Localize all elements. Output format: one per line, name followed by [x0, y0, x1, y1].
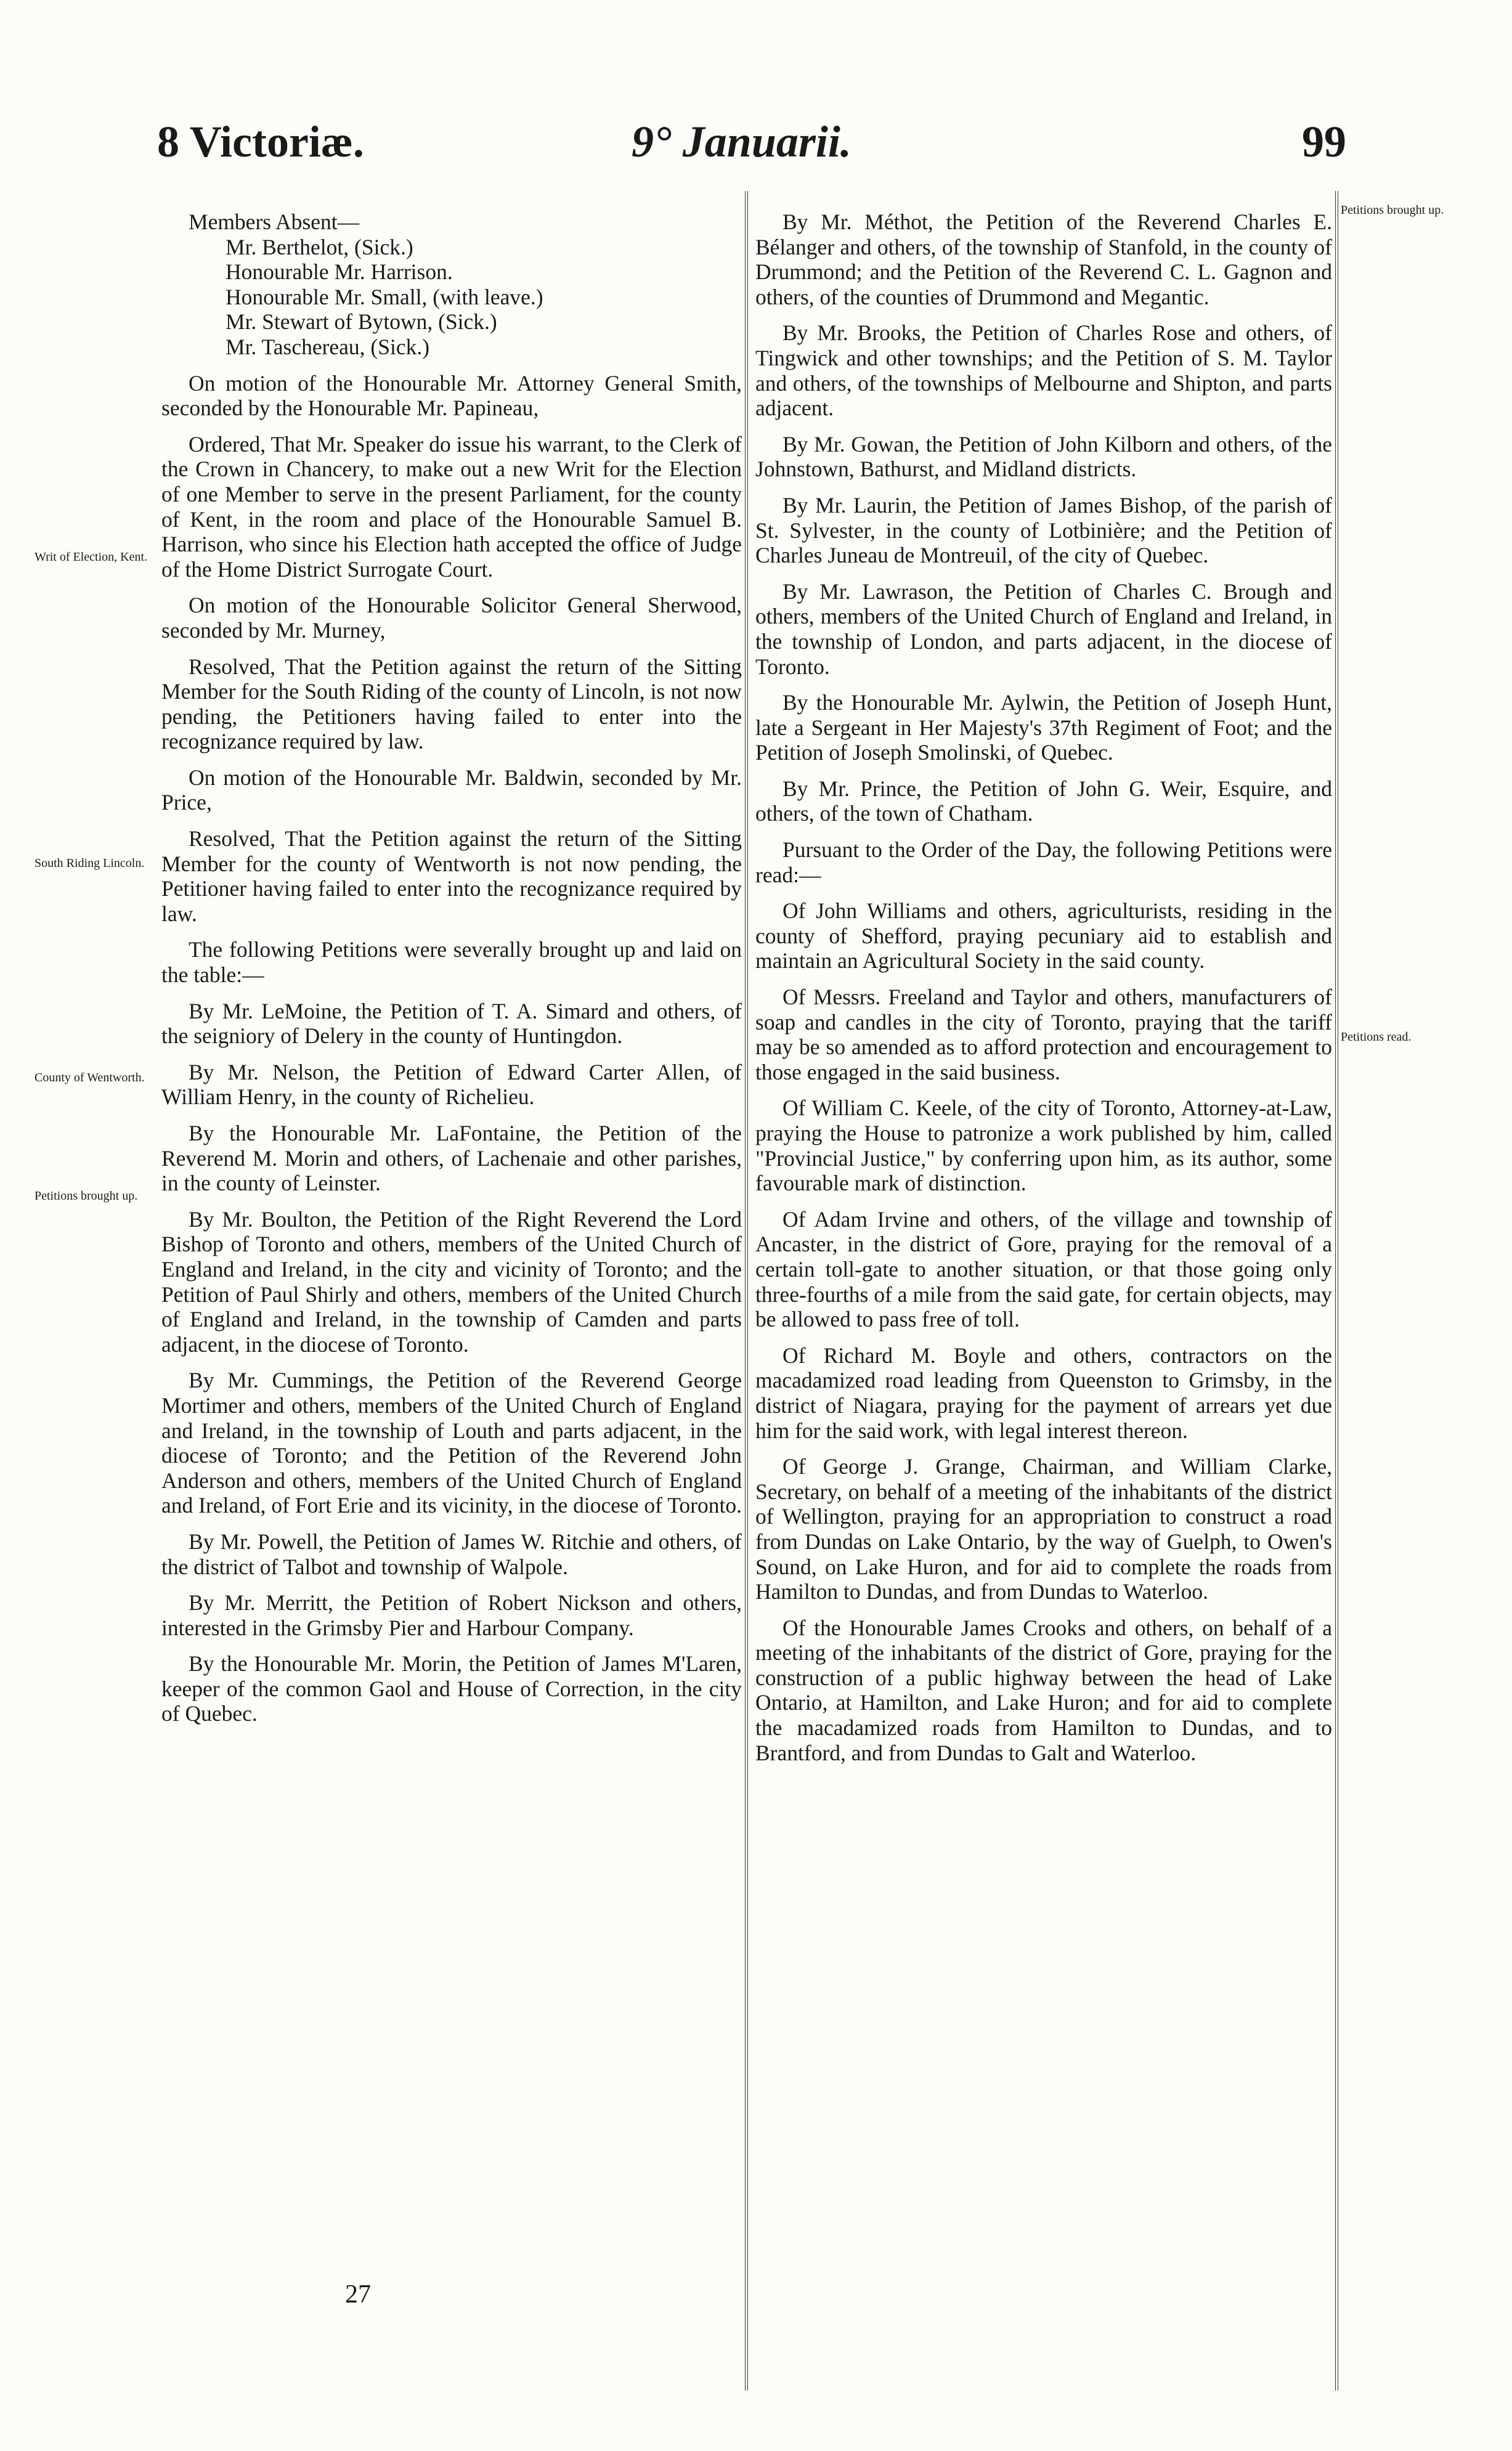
petition-entry: By Mr. Prince, the Petition of John G. Weir, Esquire, and others, of the town of Chatham.	[755, 776, 1332, 826]
petition-entry: By Mr. Cummings, the Petition of the Reverend George Mortimer and others, members of the United Church of England and Ireland, in the township of Louth and parts adjacent, in the diocese of Toronto; and the Petition of the Reverend John Anderson and others, members of the United Church of England and Ireland, of Fort Erie and its vicinity, in the diocese of Toronto.	[161, 1368, 742, 1518]
petition-entry: By Mr. Boulton, the Petition of the Right Reverend the Lord Bishop of Toronto and others, members of the United Church of England and Ireland, in the city and vicinity of Toronto; and the Petition of Paul Shirly and others, members of the United Church of England and Ireland, in the township of Camden and parts adjacent, in the diocese of Toronto.	[161, 1206, 742, 1357]
page-number: 99	[1302, 117, 1346, 166]
petition-read-entry: Of Messrs. Freeland and Taylor and others, manufacturers of soap and candles in the city of Toronto, praying that the tariff may be so amended as to afford protection and encouragement to those engaged in the said business.	[755, 985, 1332, 1084]
header-date: 9° Januarii.	[632, 117, 852, 166]
petition-entry: By Mr. LeMoine, the Petition of T. A. Simard and others, of the seigniory of Delery in the county of Huntingdon.	[161, 998, 742, 1049]
petition-entry: By the Honourable Mr. Aylwin, the Petition of Joseph Hunt, late a Sergeant in Her Majesty's 37th Regiment of Foot; and the Petition of Joseph Smolinski, of Quebec.	[755, 690, 1332, 765]
absent-member: Mr. Berthelot, (Sick.)	[226, 234, 413, 259]
motion-paragraph: On motion of the Honourable Mr. Baldwin, seconded by Mr. Price,	[161, 765, 742, 815]
header-regnal-year: 8 Victoriæ.	[157, 117, 364, 166]
left-column	[161, 209, 742, 1738]
margin-note-petitions-brought-up: Petitions brought up.	[35, 1189, 138, 1203]
petition-read-entry: Of Adam Irvine and others, of the village and township of Ancaster, in the district of Gore, praying for the removal of a certain toll-gate to another situation, or that those going only three-fourths of a mile from the said gate, for certain objects, may be allowed to pass free of toll.	[755, 1206, 1332, 1332]
margin-note-writ: Writ of Election, Kent.	[35, 550, 148, 564]
petition-entry: By Mr. Lawrason, the Petition of Charles C. Brough and others, members of the United Church of England and Ireland, in the township of London, and parts adjacent, in the diocese of Toronto.	[755, 579, 1332, 679]
signature-mark: 27	[345, 2280, 371, 2309]
order-paragraph: Ordered, That Mr. Speaker do issue his warrant, to the Clerk of the Crown in Chancery, to make out a new Writ for the Election of one Member to serve in the present Parliament, for the county of Kent, in the room and place of the Honourable Samuel B. Harrison, who since his Election hath accepted the office of Judge of the Home District Surrogate Court.	[161, 431, 742, 582]
column-rule-left	[745, 191, 748, 2391]
margin-note-petitions-brought-up-right: Petitions brought up.	[1341, 203, 1444, 217]
absent-member: Mr. Taschereau, (Sick.)	[226, 334, 430, 359]
petition-read-entry: Of Richard M. Boyle and others, contractors on the macadamized road leading from Queenston to Grimsby, in the district of Niagara, praying for the payment of arrears yet due him for the said work, with legal interest thereon.	[755, 1343, 1332, 1443]
column-rule-right	[1335, 191, 1338, 2391]
petition-entry: By the Honourable Mr. Morin, the Petition of James M'Laren, keeper of the common Gaol and House of Correction, in the city of Quebec.	[161, 1651, 742, 1726]
margin-note-wentworth: County of Wentworth.	[35, 1071, 145, 1084]
petition-entry: By Mr. Brooks, the Petition of Charles Rose and others, of Tingwick and other townships; and the Petition of S. M. Taylor and others, of the townships of Melbourne and Shipton, and parts adjacent.	[755, 320, 1332, 421]
petition-read-entry: Of the Honourable James Crooks and others, on behalf of a meeting of the inhabitants of the district of Gore, praying for the construction of a public highway between the head of Lake Ontario, at Hamilton, and Lake Huron; and for aid to complete the macadamized roads from Hamilton to Dundas, and to Brantford, and from Dundas to Galt and Waterloo.	[755, 1615, 1332, 1765]
petition-entry: By Mr. Merritt, the Petition of Robert Nickson and others, interested in the Grimsby Pier and Harbour Company.	[161, 1590, 742, 1640]
margin-note-petitions-read: Petitions read.	[1341, 1030, 1412, 1044]
resolution-paragraph: Resolved, That the Petition against the return of the Sitting Member for the county of Wentworth is not now pending, the Petitioner having failed to enter into the recognizance required by law.	[161, 826, 742, 926]
absent-member: Mr. Stewart of Bytown, (Sick.)	[226, 309, 497, 335]
absent-member: Honourable Mr. Harrison.	[226, 259, 453, 285]
petition-entry: By Mr. Laurin, the Petition of James Bishop, of the parish of St. Sylvester, in the county of Lotbinière; and the Petition of Charles Juneau de Montreuil, of the city of Quebec.	[755, 492, 1332, 568]
order-of-day-paragraph: Pursuant to the Order of the Day, the following Petitions were read:—	[755, 837, 1332, 887]
margin-note-south-riding: South Riding Lincoln.	[35, 856, 145, 870]
running-header	[157, 114, 1346, 173]
members-absent-list	[161, 209, 742, 360]
members-absent-heading: Members Absent—	[189, 209, 360, 234]
petition-entry: By Mr. Gowan, the Petition of John Kilborn and others, of the Johnstown, Bathurst, and Midland districts.	[755, 431, 1332, 482]
petitions-intro: The following Petitions were severally brought up and laid on the table:—	[161, 937, 742, 988]
petition-entry: By Mr. Nelson, the Petition of Edward Carter Allen, of William Henry, in the county of Richelieu.	[161, 1059, 742, 1110]
petition-read-entry: Of William C. Keele, of the city of Toronto, Attorney-at-Law, praying the House to patronize a work published by him, called "Provincial Justice," by conferring upon him, as its author, some favourable mark of distinction.	[755, 1095, 1332, 1196]
motion-paragraph: On motion of the Honourable Solicitor General Sherwood, seconded by Mr. Murney,	[161, 593, 742, 643]
petition-entry: By the Honourable Mr. LaFontaine, the Petition of the Reverend M. Morin and others, of Lachenaie and other parishes, in the county of Leinster.	[161, 1121, 742, 1196]
motion-paragraph: On motion of the Honourable Mr. Attorney General Smith, seconded by the Honourable Mr. Papineau,	[161, 370, 742, 421]
petition-read-entry: Of George J. Grange, Chairman, and William Clarke, Secretary, on behalf of a meeting of the inhabitants of the district of Wellington, praying for an appropriation to construct a road from Dundas on Lake Ontario, by the way of Guelph, to Owen's Sound, on Lake Huron, and for aid to complete the roads from Hamilton to Dundas, and from Dundas to Waterloo.	[755, 1454, 1332, 1604]
right-column	[755, 209, 1332, 1776]
resolution-paragraph: Resolved, That the Petition against the return of the Sitting Member for the South Riding of the county of Lincoln, is not now pending, the Petitioners having failed to enter into the recognizance required by law.	[161, 654, 742, 754]
absent-member: Honourable Mr. Small, (with leave.)	[226, 284, 543, 309]
petition-read-entry: Of John Williams and others, agriculturists, residing in the county of Shefford, praying pecuniary aid to establish and maintain an Agricultural Society in the said county.	[755, 898, 1332, 973]
petition-entry: By Mr. Méthot, the Petition of the Reverend Charles E. Bélanger and others, of the township of Stanfold, in the county of Drummond; and the Petition of the Reverend C. L. Gagnon and others, of the counties of Drummond and Megantic.	[755, 209, 1332, 309]
petition-entry: By Mr. Powell, the Petition of James W. Ritchie and others, of the district of Talbot and township of Walpole.	[161, 1529, 742, 1579]
